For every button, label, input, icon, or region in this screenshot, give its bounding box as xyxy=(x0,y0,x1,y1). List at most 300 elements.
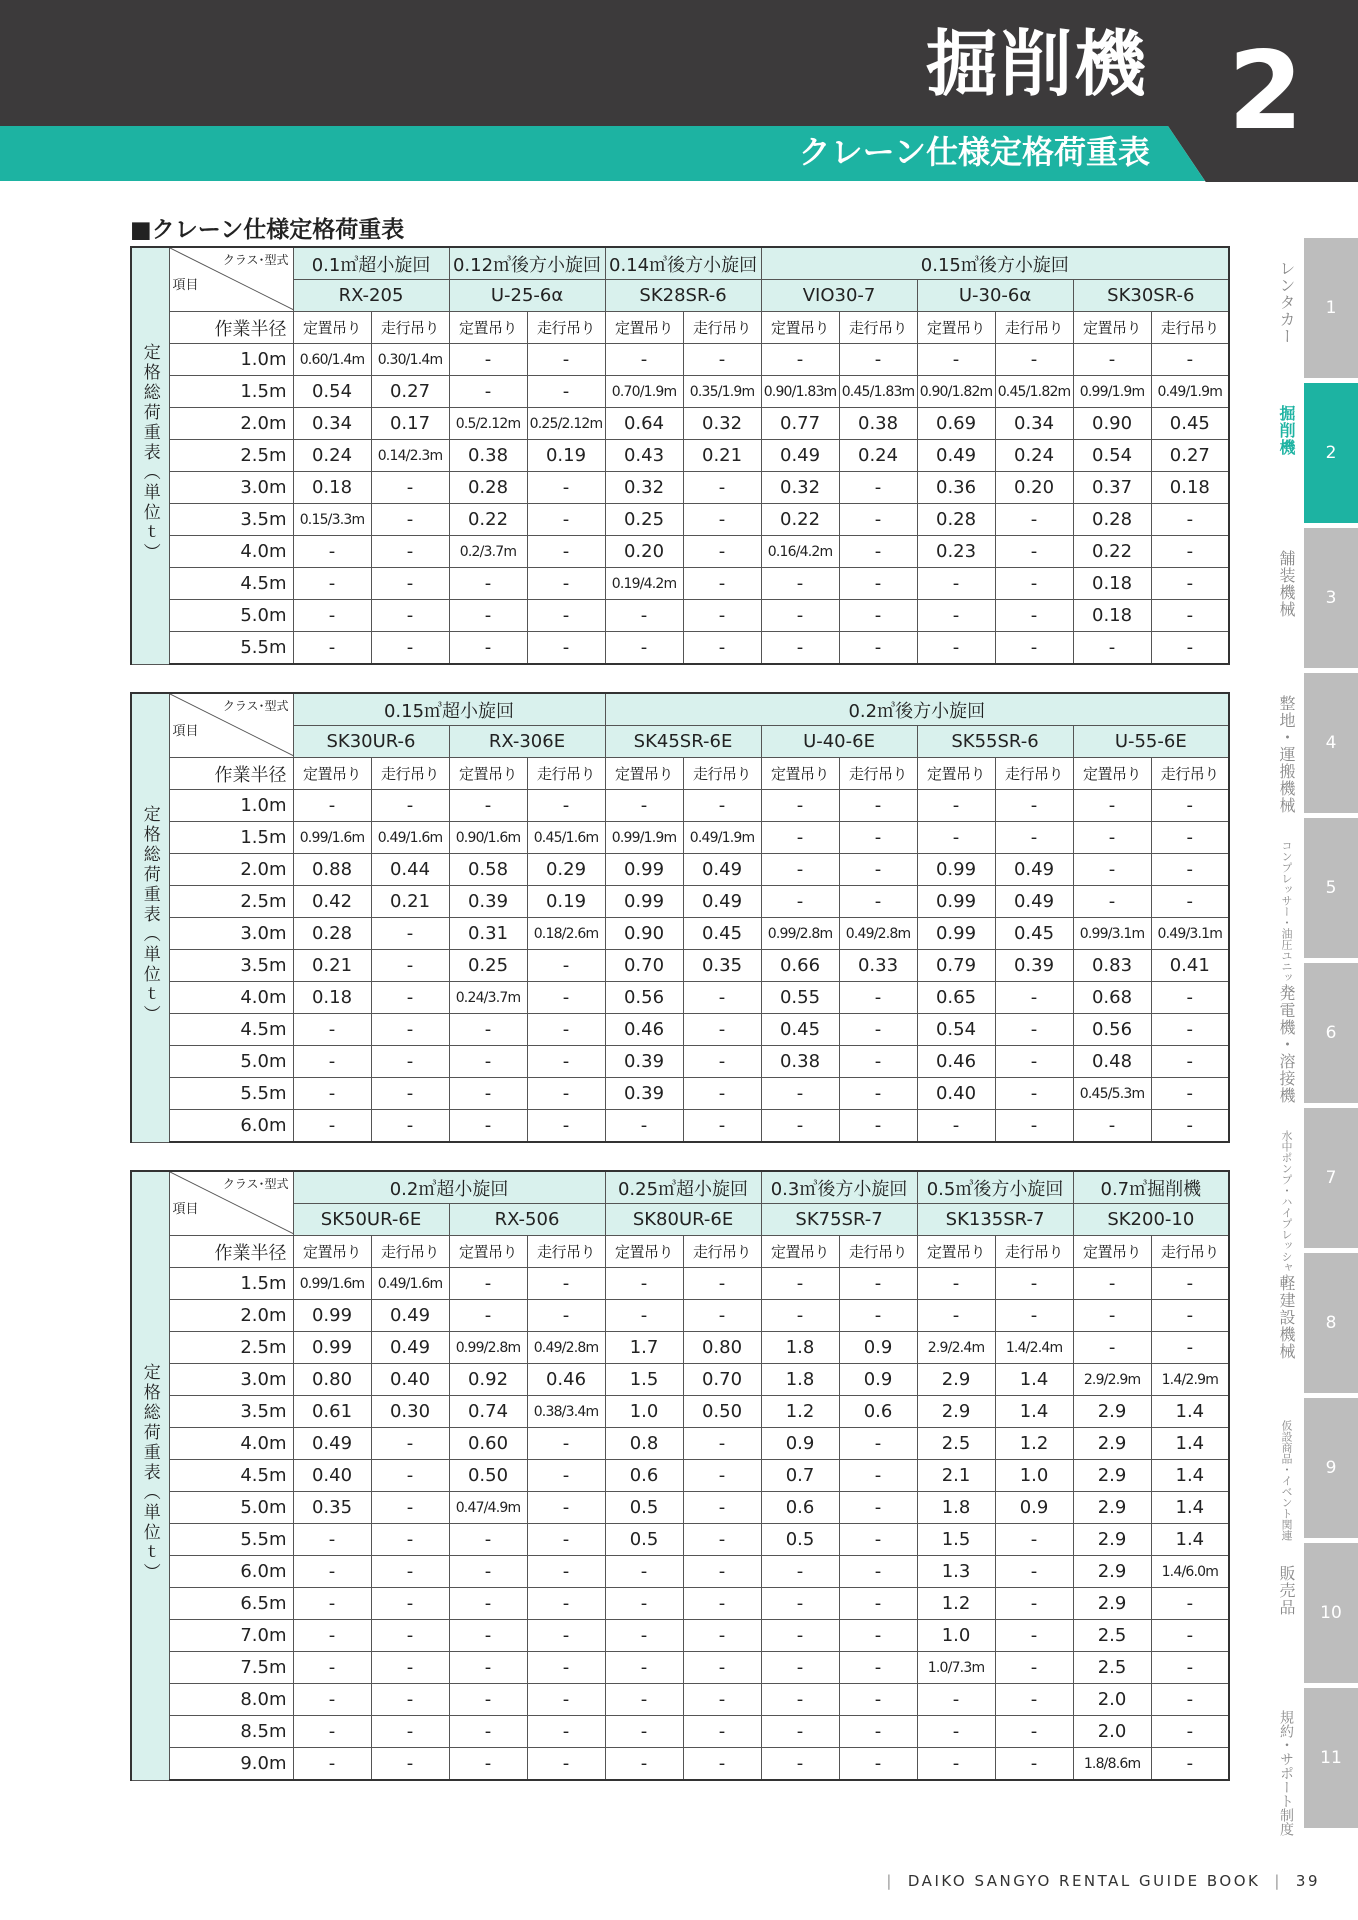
load-value-cell: 1.2 xyxy=(995,1428,1073,1460)
load-value-cell: - xyxy=(761,1078,839,1110)
load-value-cell: - xyxy=(449,1748,527,1781)
load-value-cell: - xyxy=(839,1460,917,1492)
load-value-cell: - xyxy=(1151,1268,1229,1300)
load-value-cell: 0.80 xyxy=(683,1332,761,1364)
load-value-cell: 0.99/2.8m xyxy=(761,918,839,950)
load-value-cell: - xyxy=(605,790,683,822)
chapter-tab-label[interactable]: 整地・運搬機械 xyxy=(1277,695,1296,814)
fixed-lift-header: 定置吊り xyxy=(1073,758,1151,790)
fixed-lift-header: 定置吊り xyxy=(605,758,683,790)
load-value-cell: 0.49 xyxy=(995,886,1073,918)
load-value-cell: - xyxy=(1073,1110,1151,1143)
travel-lift-header: 走行吊り xyxy=(527,312,605,344)
table-row xyxy=(131,344,1229,376)
table-row xyxy=(131,1364,1229,1396)
load-value-cell: - xyxy=(683,1748,761,1781)
chapter-tab-10[interactable] xyxy=(1304,1543,1358,1683)
load-value-cell: - xyxy=(1151,1748,1229,1781)
table-row xyxy=(131,918,1229,950)
load-value-cell: - xyxy=(683,1014,761,1046)
load-value-cell: - xyxy=(839,1556,917,1588)
load-value-cell: - xyxy=(293,536,371,568)
chapter-tab-number: 7 xyxy=(1325,1168,1337,1188)
load-value-cell: 1.5 xyxy=(605,1364,683,1396)
vertical-label: 定格総荷重表（単位ｔ） xyxy=(139,805,160,1026)
radius-cell: 3.5m xyxy=(169,504,293,536)
load-value-cell: - xyxy=(761,1110,839,1143)
load-value-cell: 2.9 xyxy=(917,1364,995,1396)
chapter-tab-label[interactable]: コンプレッサー・油圧ユニット xyxy=(1280,840,1293,994)
load-value-cell: - xyxy=(527,1460,605,1492)
radius-cell: 1.5m xyxy=(169,822,293,854)
load-value-cell: 0.90/1.83m xyxy=(761,376,839,408)
fixed-lift-header: 定置吊り xyxy=(449,312,527,344)
class-header: 0.2㎥超小旋回 xyxy=(293,1171,605,1204)
load-value-cell: 0.19 xyxy=(527,886,605,918)
load-value-cell: 0.66 xyxy=(761,950,839,982)
load-value-cell: - xyxy=(527,1300,605,1332)
class-header: 0.15㎥後方小旋回 xyxy=(761,247,1229,280)
radius-cell: 4.5m xyxy=(169,1014,293,1046)
load-value-cell: - xyxy=(917,344,995,376)
load-value-cell: - xyxy=(371,982,449,1014)
load-value-cell: 2.9 xyxy=(1073,1492,1151,1524)
table-row xyxy=(131,408,1229,440)
load-value-cell: - xyxy=(839,1588,917,1620)
class-header: 0.7㎥掘削機 xyxy=(1073,1171,1229,1204)
load-value-cell: - xyxy=(527,1716,605,1748)
load-value-cell: - xyxy=(761,822,839,854)
load-value-cell: - xyxy=(839,1716,917,1748)
chapter-tab-number: 9 xyxy=(1325,1458,1337,1478)
load-value-cell: 0.90 xyxy=(605,918,683,950)
load-value-cell: - xyxy=(605,344,683,376)
load-value-cell: 2.5 xyxy=(1073,1620,1151,1652)
load-value-cell: - xyxy=(527,1524,605,1556)
load-value-cell: 0.90 xyxy=(1073,408,1151,440)
travel-lift-header: 走行吊り xyxy=(527,758,605,790)
load-value-cell: 0.36 xyxy=(917,472,995,504)
load-value-cell: 2.9 xyxy=(917,1396,995,1428)
load-value-cell: - xyxy=(527,632,605,665)
load-value-cell: - xyxy=(761,1300,839,1332)
chapter-tab-label[interactable]: 仮設商品・イベント関連 xyxy=(1280,1420,1293,1541)
load-value-cell: 0.18 xyxy=(293,472,371,504)
load-value-cell: - xyxy=(605,1748,683,1781)
load-value-cell: - xyxy=(683,632,761,665)
load-value-cell: 1.2 xyxy=(917,1588,995,1620)
load-value-cell: - xyxy=(605,1588,683,1620)
chapter-tab-7[interactable] xyxy=(1304,1108,1358,1248)
table-row xyxy=(131,472,1229,504)
load-value-cell: - xyxy=(839,600,917,632)
load-value-cell: - xyxy=(527,376,605,408)
load-value-cell: - xyxy=(683,344,761,376)
load-value-cell: - xyxy=(683,472,761,504)
load-value-cell: 0.19 xyxy=(527,440,605,472)
load-value-cell: - xyxy=(995,1716,1073,1748)
load-value-cell: - xyxy=(1151,568,1229,600)
load-value-cell: - xyxy=(1151,1716,1229,1748)
model-header: U-55-6E xyxy=(1073,726,1229,758)
chapter-tab-label[interactable]: レンタカー xyxy=(1277,260,1296,345)
load-value-cell: 0.18 xyxy=(1073,600,1151,632)
load-value-cell: 1.0 xyxy=(917,1620,995,1652)
fixed-lift-header: 定置吊り xyxy=(605,312,683,344)
table-row xyxy=(131,1588,1229,1620)
model-header: SK55SR-6 xyxy=(917,726,1073,758)
load-value-cell: 0.25 xyxy=(605,504,683,536)
load-value-cell: 0.20 xyxy=(995,472,1073,504)
load-value-cell: - xyxy=(995,1046,1073,1078)
fixed-lift-header: 定置吊り xyxy=(449,758,527,790)
load-value-cell: - xyxy=(527,600,605,632)
load-value-cell: 0.28 xyxy=(293,918,371,950)
radius-cell: 1.5m xyxy=(169,376,293,408)
load-value-cell: - xyxy=(371,1492,449,1524)
load-value-cell: 0.70 xyxy=(683,1364,761,1396)
chapter-tab-label[interactable]: 発電機・溶接機 xyxy=(1277,985,1296,1104)
load-value-cell: - xyxy=(1151,536,1229,568)
load-value-cell: 0.99 xyxy=(917,854,995,886)
radius-cell: 4.0m xyxy=(169,1428,293,1460)
load-value-cell: - xyxy=(293,1014,371,1046)
radius-cell: 6.0m xyxy=(169,1556,293,1588)
load-value-cell: - xyxy=(683,1652,761,1684)
load-value-cell: 1.4 xyxy=(1151,1524,1229,1556)
load-value-cell: 0.45/1.82m xyxy=(995,376,1073,408)
item-label: 項目 xyxy=(172,278,199,293)
load-value-cell: - xyxy=(527,504,605,536)
load-value-cell: 1.0 xyxy=(605,1396,683,1428)
footer-book-title: DAIKO SANGYO RENTAL GUIDE BOOK xyxy=(907,1872,1261,1890)
load-value-cell: - xyxy=(371,1078,449,1110)
load-value-cell: 0.38 xyxy=(449,440,527,472)
load-value-cell: - xyxy=(839,1300,917,1332)
load-value-cell: - xyxy=(449,1078,527,1110)
chapter-tab-number: 3 xyxy=(1325,588,1337,608)
load-value-cell: - xyxy=(449,1652,527,1684)
class-header: 0.12㎥後方小旋回 xyxy=(449,247,605,280)
load-value-cell: - xyxy=(917,1268,995,1300)
load-value-cell: 0.17 xyxy=(371,408,449,440)
radius-cell: 5.0m xyxy=(169,1046,293,1078)
load-value-cell: 0.21 xyxy=(293,950,371,982)
class-model-label: クラス･型式 xyxy=(222,699,289,713)
load-value-cell: - xyxy=(995,1268,1073,1300)
fixed-lift-header: 定置吊り xyxy=(605,1236,683,1268)
load-value-cell: - xyxy=(527,1684,605,1716)
radius-cell: 5.0m xyxy=(169,1492,293,1524)
load-value-cell: 1.8 xyxy=(761,1332,839,1364)
load-value-cell: - xyxy=(449,790,527,822)
load-value-cell: 0.39 xyxy=(995,950,1073,982)
chapter-tab-8[interactable] xyxy=(1304,1253,1358,1393)
load-value-cell: 0.16/4.2m xyxy=(761,536,839,568)
chapter-tab-3[interactable] xyxy=(1304,528,1358,668)
table-row xyxy=(131,1332,1229,1364)
table-row xyxy=(131,568,1229,600)
travel-lift-header: 走行吊り xyxy=(371,312,449,344)
load-value-cell: 0.31 xyxy=(449,918,527,950)
load-value-cell: - xyxy=(293,1588,371,1620)
load-value-cell: - xyxy=(995,1110,1073,1143)
load-value-cell: - xyxy=(449,376,527,408)
chapter-tab-9[interactable] xyxy=(1304,1398,1358,1538)
class-item-diagonal-cell xyxy=(169,247,293,312)
chapter-tab-11[interactable] xyxy=(1304,1688,1358,1828)
load-value-cell: 0.9 xyxy=(839,1364,917,1396)
radius-header: 作業半径 xyxy=(169,312,293,344)
vertical-label-cell xyxy=(131,1171,169,1780)
load-value-cell: 0.22 xyxy=(761,504,839,536)
load-value-cell: 2.0 xyxy=(1073,1716,1151,1748)
load-value-cell: 0.28 xyxy=(1073,504,1151,536)
load-value-cell: - xyxy=(371,918,449,950)
load-value-cell: 0.99/2.8m xyxy=(449,1332,527,1364)
load-value-cell: - xyxy=(917,1716,995,1748)
load-value-cell: - xyxy=(917,790,995,822)
item-label: 項目 xyxy=(172,1202,199,1217)
load-value-cell: - xyxy=(293,1652,371,1684)
load-value-cell: - xyxy=(449,600,527,632)
load-value-cell: - xyxy=(839,344,917,376)
load-value-cell: 0.70/1.9m xyxy=(605,376,683,408)
travel-lift-header: 走行吊り xyxy=(683,1236,761,1268)
load-value-cell: 0.38 xyxy=(761,1046,839,1078)
load-value-cell: - xyxy=(293,1046,371,1078)
radius-cell: 2.0m xyxy=(169,1300,293,1332)
model-header: SK30UR-6 xyxy=(293,726,449,758)
load-value-cell: 0.28 xyxy=(449,472,527,504)
class-item-diagonal-cell xyxy=(169,693,293,758)
radius-header: 作業半径 xyxy=(169,1236,293,1268)
load-value-cell: - xyxy=(527,982,605,1014)
radius-header: 作業半径 xyxy=(169,758,293,790)
table-row xyxy=(131,790,1229,822)
load-value-cell: - xyxy=(839,982,917,1014)
load-value-cell: 0.44 xyxy=(371,854,449,886)
load-value-cell: 0.41 xyxy=(1151,950,1229,982)
load-value-cell: 1.4/6.0m xyxy=(1151,1556,1229,1588)
table-row xyxy=(131,1110,1229,1143)
chapter-tab-4[interactable] xyxy=(1304,673,1358,813)
load-value-cell: 0.50 xyxy=(683,1396,761,1428)
chapter-tab-6[interactable] xyxy=(1304,963,1358,1103)
model-header: SK50UR-6E xyxy=(293,1204,449,1236)
table-row xyxy=(131,1620,1229,1652)
load-value-cell: 0.46 xyxy=(605,1014,683,1046)
load-value-cell: 0.6 xyxy=(761,1492,839,1524)
class-model-label: クラス･型式 xyxy=(222,1177,289,1191)
load-value-cell: 1.0/7.3m xyxy=(917,1652,995,1684)
load-value-cell: 2.9 xyxy=(1073,1428,1151,1460)
radius-cell: 7.5m xyxy=(169,1652,293,1684)
load-value-cell: 1.4/2.9m xyxy=(1151,1364,1229,1396)
chapter-tab-number: 2 xyxy=(1325,443,1337,463)
travel-lift-header: 走行吊り xyxy=(1151,758,1229,790)
table-row xyxy=(131,1078,1229,1110)
load-value-cell: - xyxy=(995,568,1073,600)
load-value-cell: - xyxy=(917,1110,995,1143)
table-row xyxy=(131,1492,1229,1524)
fixed-lift-header: 定置吊り xyxy=(293,1236,371,1268)
radius-cell: 4.0m xyxy=(169,982,293,1014)
travel-lift-header: 走行吊り xyxy=(995,1236,1073,1268)
chapter-number: 2 xyxy=(1228,29,1304,154)
vertical-label-cell xyxy=(131,247,169,664)
chapter-tab-label[interactable]: 水中ポンプ・ハイプレッシャー xyxy=(1280,1130,1293,1284)
load-value-cell: 0.22 xyxy=(1073,536,1151,568)
chapter-tab-number: 8 xyxy=(1325,1313,1337,1333)
load-value-cell: - xyxy=(995,982,1073,1014)
load-value-cell: - xyxy=(449,1014,527,1046)
load-value-cell: - xyxy=(683,1428,761,1460)
load-value-cell: 0.28 xyxy=(917,504,995,536)
load-value-cell: 0.5/2.12m xyxy=(449,408,527,440)
load-value-cell: 0.45/1.6m xyxy=(527,822,605,854)
load-value-cell: 0.30/1.4m xyxy=(371,344,449,376)
chapter-tab-number: 6 xyxy=(1325,1023,1337,1043)
chapter-tab-label[interactable]: 軽建設機械 xyxy=(1277,1275,1296,1360)
load-value-cell: - xyxy=(605,1620,683,1652)
load-value-cell: 0.99/3.1m xyxy=(1073,918,1151,950)
travel-lift-header: 走行吊り xyxy=(683,312,761,344)
load-value-cell: 0.61 xyxy=(293,1396,371,1428)
radius-cell: 2.0m xyxy=(169,854,293,886)
load-value-cell: - xyxy=(293,1524,371,1556)
load-value-cell: 1.4/2.4m xyxy=(995,1332,1073,1364)
load-value-cell: - xyxy=(449,1588,527,1620)
load-value-cell: - xyxy=(683,1492,761,1524)
load-value-cell: - xyxy=(683,1300,761,1332)
chapter-tab-label[interactable]: 掘削機 xyxy=(1277,405,1296,456)
model-header: SK80UR-6E xyxy=(605,1204,761,1236)
vertical-label: 定格総荷重表（単位ｔ） xyxy=(139,1363,160,1584)
load-value-cell: - xyxy=(839,504,917,536)
chapter-tab-label[interactable]: 販売品 xyxy=(1277,1565,1296,1616)
fixed-lift-header: 定置吊り xyxy=(761,758,839,790)
load-value-cell: - xyxy=(527,790,605,822)
load-value-cell: 0.49 xyxy=(761,440,839,472)
radius-cell: 1.5m xyxy=(169,1268,293,1300)
model-header: RX-506 xyxy=(449,1204,605,1236)
chapter-tab-1[interactable] xyxy=(1304,238,1358,378)
load-value-cell: - xyxy=(995,1652,1073,1684)
load-value-cell: 0.34 xyxy=(995,408,1073,440)
chapter-tab-5[interactable] xyxy=(1304,818,1358,958)
load-value-cell: - xyxy=(839,1524,917,1556)
load-value-cell: - xyxy=(293,1716,371,1748)
load-value-cell: - xyxy=(371,1460,449,1492)
load-value-cell: 1.4 xyxy=(1151,1396,1229,1428)
load-value-cell: - xyxy=(839,632,917,665)
table-row xyxy=(131,632,1229,665)
load-value-cell: 0.69 xyxy=(917,408,995,440)
load-value-cell: 1.3 xyxy=(917,1556,995,1588)
model-header: RX-205 xyxy=(293,280,449,312)
load-value-cell: - xyxy=(839,854,917,886)
load-table-3 xyxy=(130,1170,1230,1781)
travel-lift-header: 走行吊り xyxy=(839,312,917,344)
load-value-cell: - xyxy=(527,1620,605,1652)
load-value-cell: - xyxy=(1073,790,1151,822)
load-value-cell: - xyxy=(683,504,761,536)
model-header: U-40-6E xyxy=(761,726,917,758)
load-value-cell: - xyxy=(995,1014,1073,1046)
load-value-cell: 0.48 xyxy=(1073,1046,1151,1078)
load-value-cell: - xyxy=(1151,854,1229,886)
load-value-cell: - xyxy=(527,344,605,376)
load-value-cell: - xyxy=(1073,854,1151,886)
load-value-cell: - xyxy=(371,504,449,536)
load-value-cell: 0.14/2.3m xyxy=(371,440,449,472)
class-header: 0.1㎥超小旋回 xyxy=(293,247,449,280)
load-value-cell: - xyxy=(761,1588,839,1620)
load-value-cell: - xyxy=(449,1110,527,1143)
load-value-cell: - xyxy=(605,1556,683,1588)
load-value-cell: - xyxy=(1151,1332,1229,1364)
load-value-cell: - xyxy=(1073,1268,1151,1300)
chapter-tab-2[interactable] xyxy=(1304,383,1358,523)
load-value-cell: - xyxy=(1151,344,1229,376)
load-value-cell: - xyxy=(839,886,917,918)
load-value-cell: 1.8 xyxy=(917,1492,995,1524)
table-row xyxy=(131,1556,1229,1588)
radius-cell: 2.5m xyxy=(169,440,293,472)
load-value-cell: - xyxy=(683,1524,761,1556)
load-value-cell: 0.5 xyxy=(605,1524,683,1556)
load-value-cell: - xyxy=(1151,1300,1229,1332)
radius-cell: 3.0m xyxy=(169,1364,293,1396)
load-value-cell: 0.77 xyxy=(761,408,839,440)
load-value-cell: - xyxy=(839,1684,917,1716)
load-value-cell: 0.33 xyxy=(839,950,917,982)
load-value-cell: - xyxy=(761,1268,839,1300)
load-value-cell: 0.18/2.6m xyxy=(527,918,605,950)
load-value-cell: - xyxy=(1073,1300,1151,1332)
load-value-cell: - xyxy=(839,536,917,568)
load-value-cell: - xyxy=(761,1716,839,1748)
load-value-cell: 0.80 xyxy=(293,1364,371,1396)
load-value-cell: 0.32 xyxy=(683,408,761,440)
radius-cell: 2.0m xyxy=(169,408,293,440)
chapter-tab-label[interactable]: 規約・サポート制度 xyxy=(1278,1710,1294,1836)
load-value-cell: 0.24/3.7m xyxy=(449,982,527,1014)
load-value-cell: 0.9 xyxy=(839,1332,917,1364)
load-value-cell: 2.5 xyxy=(1073,1652,1151,1684)
radius-cell: 6.5m xyxy=(169,1588,293,1620)
load-value-cell: 0.39 xyxy=(605,1046,683,1078)
load-value-cell: - xyxy=(683,1046,761,1078)
load-value-cell: 0.8 xyxy=(605,1428,683,1460)
load-value-cell: 0.58 xyxy=(449,854,527,886)
radius-cell: 3.0m xyxy=(169,472,293,504)
travel-lift-header: 走行吊り xyxy=(683,758,761,790)
load-value-cell: 0.49 xyxy=(371,1300,449,1332)
load-value-cell: - xyxy=(605,1652,683,1684)
class-header: 0.25㎥超小旋回 xyxy=(605,1171,761,1204)
load-value-cell: - xyxy=(293,1684,371,1716)
load-value-cell: 0.37 xyxy=(1073,472,1151,504)
load-value-cell: 0.29 xyxy=(527,854,605,886)
travel-lift-header: 走行吊り xyxy=(995,758,1073,790)
load-value-cell: 0.49 xyxy=(917,440,995,472)
chapter-tab-label[interactable]: 舗装機械 xyxy=(1277,550,1296,618)
travel-lift-header: 走行吊り xyxy=(839,758,917,790)
load-value-cell: 1.0 xyxy=(995,1460,1073,1492)
load-value-cell: - xyxy=(527,536,605,568)
